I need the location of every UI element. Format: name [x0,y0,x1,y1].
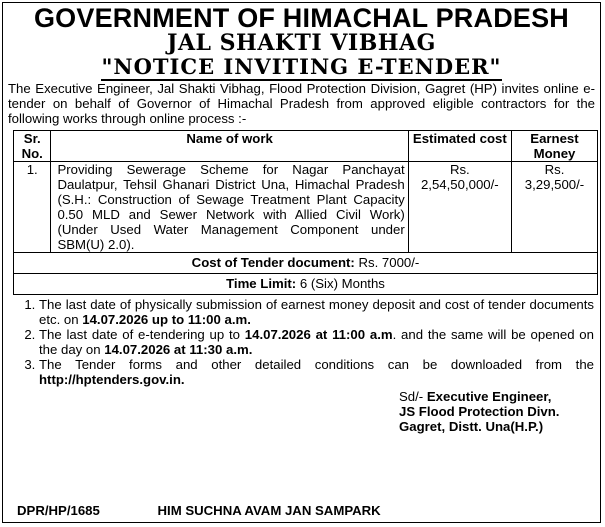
tender-cost: Cost of Tender document: Rs. 7000/- [14,253,598,274]
row-sr-no: 1. [14,162,51,253]
row-earnest-money [511,162,597,253]
header-sr-no: Sr. No. [14,131,51,162]
cost-value: 2,54,50,000/- [420,177,499,192]
table-header-row [14,131,598,162]
intro-paragraph: The Executive Engineer, Jal Shakti Vibhag, Flood Protection Division, Gagret (HP) invites online e-tender on behalf of Governor of Himachal Pradesh from approved eligible contractors for the following works through online process :- [8,81,595,126]
footer-code: DPR/HP/1685 [17,503,100,518]
footer-org: HIM SUCHNA AVAM JAN SAMPARK [157,503,381,518]
row-name-of-work: Providing Sewerage Scheme for Nagar Panchayat Daulatpur, Tehsil Ghanari District Una, Himachal Pradesh (S.H.: Construction of Sewage Treatment Plant Capacity 0.50 MLD and Sewer Network with Allied Civil Work) (Under Used Water Management Component under SBM(U) 2.0). [51,162,408,253]
government-title: GOVERNMENT OF HIMACHAL PRADESH [33,3,570,33]
footer [17,503,381,518]
department-title: JAL SHAKTI VIBHAG [167,30,436,56]
cost-unit: Rs. [449,162,470,177]
signature-block: Sd/- Executive Engineer, JS Flood Protection Divn. Gagret, Distt. Una(H.P.) [399,389,560,434]
money-value: 3,29,500/- [524,177,585,192]
row-estimated-cost [408,162,511,253]
notice-title: "NOTICE INVITING E-TENDER" [101,54,502,79]
condition-1: 1. The last date of physically submission of earnest money deposit and cost of tender documents etc. on 14.07.2026 up to 11:00 a.m. [39,297,594,327]
time-limit-row [14,274,598,295]
tender-cost-row [14,253,598,274]
time-limit: Time Limit: 6 (Six) Months [14,274,598,295]
tender-website-link[interactable]: http://hptenders.gov.in. [39,372,185,387]
conditions-list [3,297,600,387]
header-earnest-money: Earnest Money [511,131,597,162]
condition-3: 3. The Tender forms and other detailed conditions can be downloaded from the http://hptenders.gov.in. [39,357,594,387]
header-estimated-cost: Estimated cost [408,131,511,162]
works-table [13,130,598,295]
money-unit: Rs. [544,162,565,177]
table-row [14,162,598,253]
tender-notice [2,2,601,523]
condition-2: 2. The last date of e-tendering up to 14.07.2026 at 11:00 a.m. and the same will be opened on the day on 14.07.2026 at 11:30 a.m. [39,327,594,357]
header-name-of-work: Name of work [51,131,408,162]
